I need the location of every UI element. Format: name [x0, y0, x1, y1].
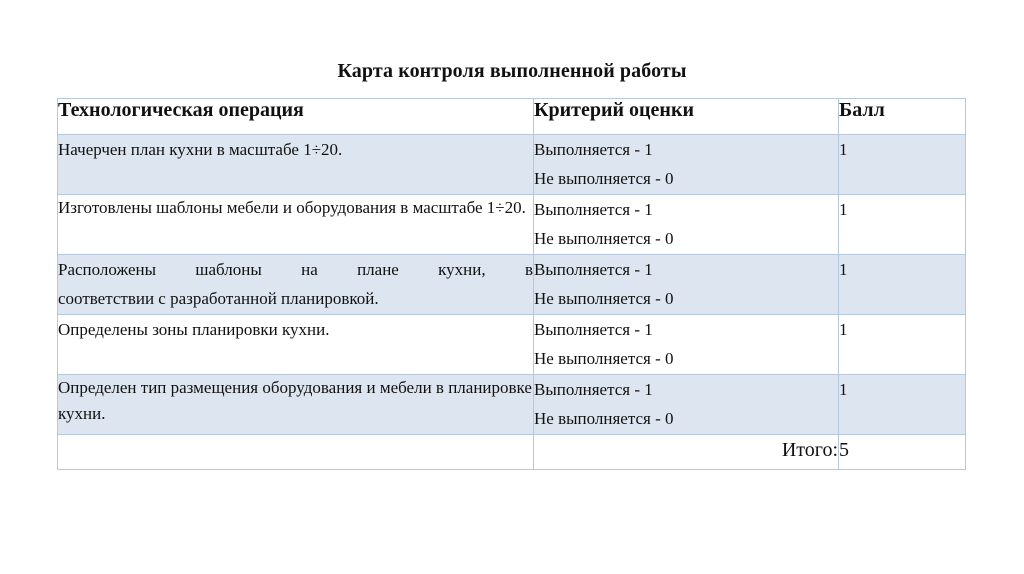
operation-line: соответствии с разработанной планировкой. — [58, 289, 379, 308]
score-cell: 1 — [839, 315, 966, 375]
criterion-cell — [534, 255, 839, 315]
operation-cell: Определен тип размещения оборудования и мебели в планировке кухни. — [58, 375, 534, 435]
criterion-yes: Выполняется - 1 — [534, 260, 653, 279]
criterion-no: Не выполняется - 0 — [534, 409, 674, 428]
criterion-yes: Выполняется - 1 — [534, 380, 653, 399]
total-value: 5 — [839, 435, 966, 470]
operation-line: Расположены шаблоны на плане кухни, в — [58, 260, 533, 279]
criterion-no: Не выполняется - 0 — [534, 349, 674, 368]
criterion-yes: Выполняется - 1 — [534, 200, 653, 219]
score-cell: 1 — [839, 255, 966, 315]
criterion-no: Не выполняется - 0 — [534, 169, 674, 188]
table-row — [58, 315, 966, 375]
header-operation: Технологическая операция — [58, 99, 534, 135]
criterion-yes: Выполняется - 1 — [534, 140, 653, 159]
table-row — [58, 195, 966, 255]
score-cell: 1 — [839, 375, 966, 435]
table-row — [58, 375, 966, 435]
criterion-yes: Выполняется - 1 — [534, 320, 653, 339]
total-empty-cell — [58, 435, 534, 470]
criterion-cell — [534, 315, 839, 375]
criterion-cell — [534, 135, 839, 195]
table-row — [58, 135, 966, 195]
criterion-no: Не выполняется - 0 — [534, 229, 674, 248]
operation-cell: Начерчен план кухни в масштабе 1÷20. — [58, 135, 534, 195]
operation-cell: Определены зоны планировки кухни. — [58, 315, 534, 375]
operation-cell: Изготовлены шаблоны мебели и оборудования в масштабе 1÷20. — [58, 195, 534, 255]
score-cell: 1 — [839, 195, 966, 255]
document-title: Карта контроля выполненной работы — [337, 60, 687, 82]
header-score: Балл — [839, 99, 966, 135]
operation-cell — [58, 255, 534, 315]
score-cell: 1 — [839, 135, 966, 195]
table-row — [58, 255, 966, 315]
table-header-row — [58, 99, 966, 135]
total-row — [58, 435, 966, 470]
control-card-table — [57, 98, 966, 470]
criterion-cell — [534, 195, 839, 255]
criterion-cell — [534, 375, 839, 435]
total-label: Итого: — [534, 435, 839, 470]
criterion-no: Не выполняется - 0 — [534, 289, 674, 308]
header-criterion: Критерий оценки — [534, 99, 839, 135]
